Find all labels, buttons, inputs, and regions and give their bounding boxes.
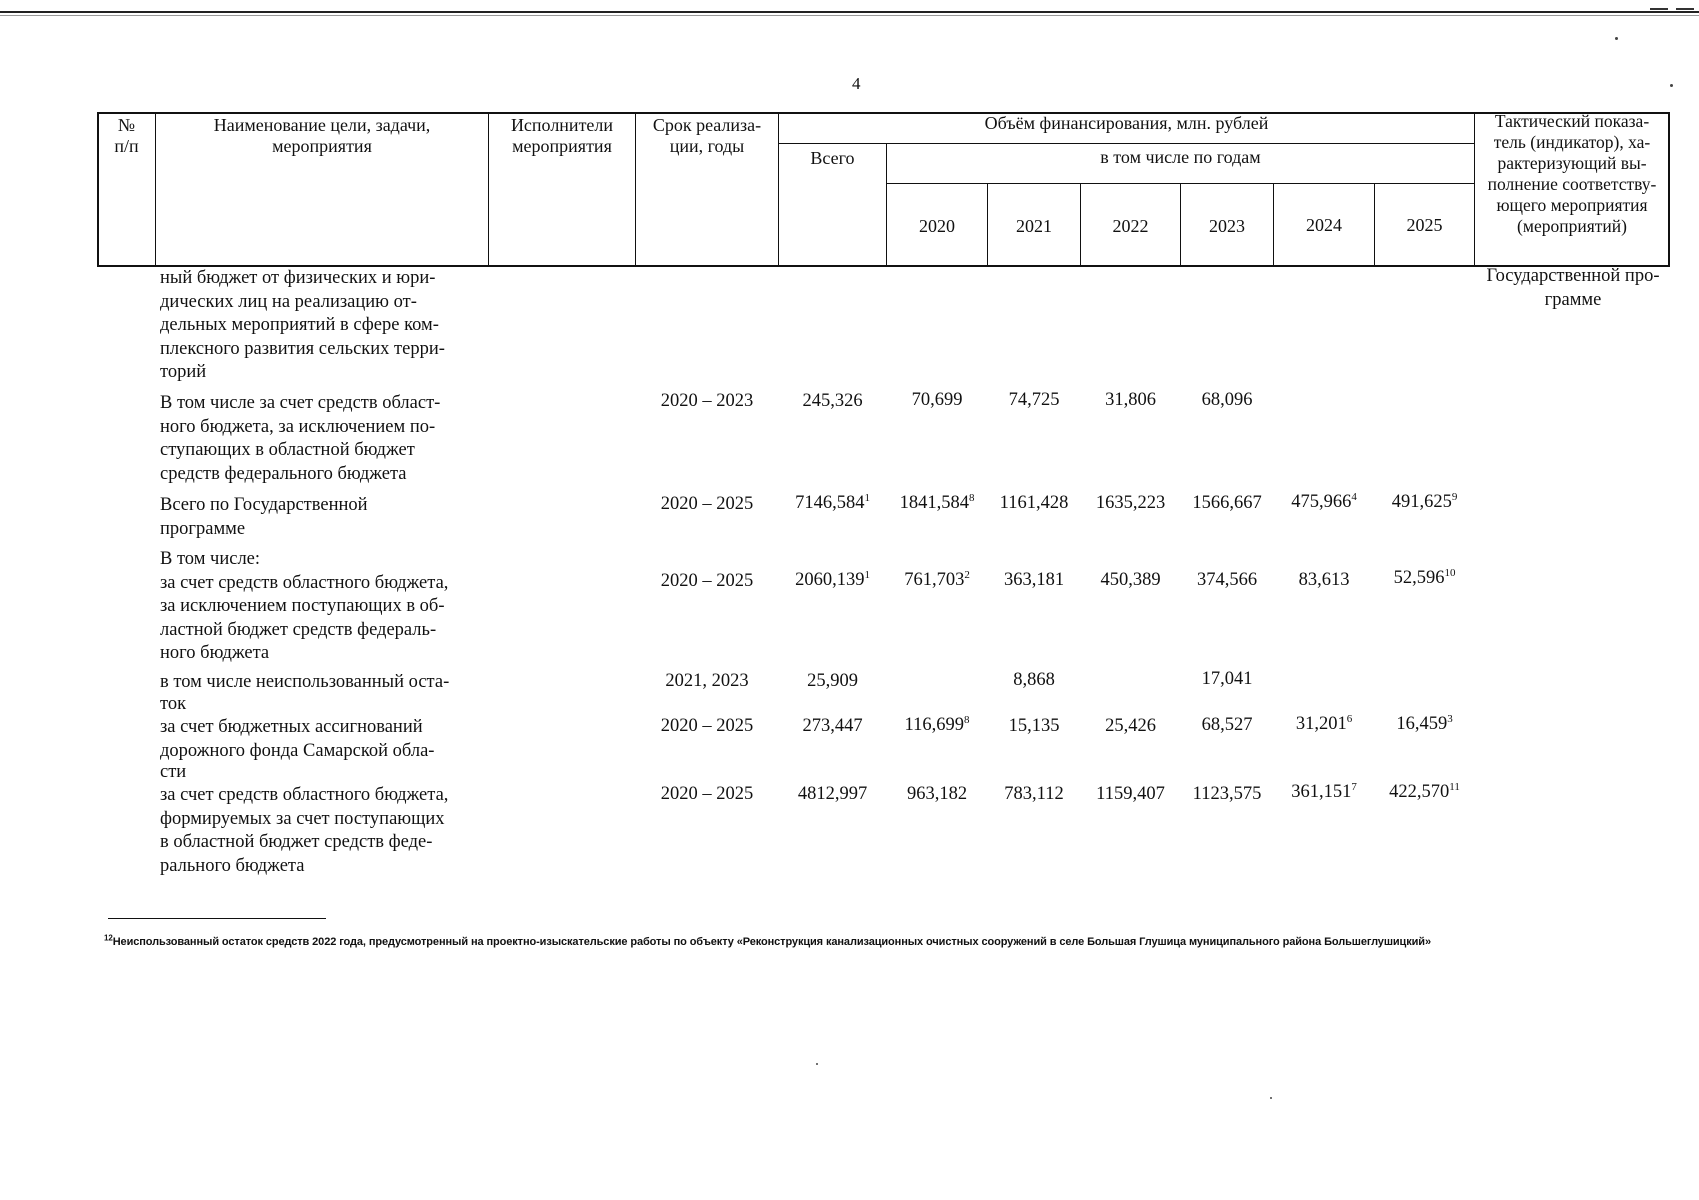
footnote (104, 933, 1431, 948)
row-value-2025: 16,459$^3$ (1396, 712, 1453, 734)
header-col-executors: Исполнители мероприятия (510, 115, 614, 156)
scan-speck (1615, 37, 1618, 40)
header-col-indicator: Тактический показа- тель (индикатор), ха- рактеризующий вы- полнение соответству- ющего мероприятия (мероприятий) (1487, 111, 1657, 236)
row-description: за счет бюджетных ассигнований дорожного фонда Самарской обла- сти (160, 717, 435, 782)
row-value-2022: 31,806 (1105, 390, 1156, 410)
row-value-2021: 8,868 (1013, 670, 1055, 690)
row-value-2025: 52,596$^{10}$ (1393, 566, 1456, 588)
row-value-2021: 783,112 (1004, 784, 1064, 804)
header-year-2021: 2021 (1016, 216, 1052, 236)
row-value-2021: 1161,428 (999, 493, 1069, 513)
row-value-2024: 361,151$^7$ (1291, 780, 1357, 802)
header-col-term: Срок реализа- ции, годы (652, 115, 762, 156)
row-total: 25,909 (807, 671, 858, 691)
row-term: 2020 – 2025 (660, 571, 754, 591)
row-description: В том числе: за счет средств областного бюджета, за исключением поступающих в об- ластной бюджет средств федераль- ного бюджета (160, 549, 449, 663)
scan-speck (1270, 1097, 1272, 1099)
row-value-2025: 491,625$^9$ (1391, 490, 1458, 512)
row-term: 2020 – 2025 (660, 716, 754, 736)
scan-border-shadow (0, 15, 1699, 16)
row-value-2021: 74,725 (1008, 390, 1060, 410)
row-description: В том числе за счет средств област- ного бюджета, за исключением по- ступающих в областной бюджет средств федерального бюджета (160, 393, 441, 484)
row-value-2022: 1159,407 (1096, 784, 1165, 804)
row-value-2022: 25,426 (1105, 716, 1156, 736)
row-value-2023: 1566,667 (1192, 493, 1262, 513)
row-total: 4812,997 (797, 784, 868, 804)
row-value-2023: 68,527 (1201, 715, 1253, 735)
row-total: 2060,139$^1$ (795, 568, 870, 590)
row-indicator: Государственной про- грамме (1486, 266, 1660, 310)
scan-dash (1650, 8, 1668, 10)
header-year-2020: 2020 (919, 216, 955, 236)
row-value-2023: 68,096 (1201, 390, 1253, 410)
header-col-by-year: в том числе по годам (1100, 147, 1261, 167)
row-term: 2020 – 2025 (660, 784, 754, 804)
footnote-mark: 12 (104, 933, 113, 943)
row-total: 7146,584$^1$ (795, 491, 870, 513)
row-value-2022: 450,389 (1100, 570, 1161, 590)
row-value-2021: 363,181 (1003, 570, 1065, 590)
header-year-2024: 2024 (1306, 215, 1342, 235)
header-col-total: Всего (810, 148, 855, 168)
row-value-2020: 70,699 (911, 390, 963, 410)
footnote-separator (108, 918, 326, 919)
row-total: 273,447 (802, 716, 863, 736)
row-description: Всего по Государственной программе (160, 495, 368, 539)
header-year-2023: 2023 (1209, 216, 1245, 236)
row-description: в том числе неиспользованный оста- ток (160, 672, 450, 714)
row-value-2024: 475,966$^4$ (1291, 490, 1357, 512)
footnote-text: Неиспользованный остаток средств 2022 года, предусмотренный на проектно-изыскательские работы по объекту «Реконструкция канализационных очистных сооружений в селе Большая Глушица муниципального района Большеглушицкий» (112, 936, 1431, 948)
page-number: 4 (852, 74, 861, 93)
row-value-2020: 116,699$^8$ (904, 713, 970, 735)
row-total: 245,326 (802, 391, 863, 411)
scan-border-top (0, 11, 1699, 13)
row-value-2024: 31,201$^6$ (1295, 712, 1353, 734)
scan-dash (1676, 8, 1694, 10)
row-value-2021: 15,135 (1008, 716, 1060, 736)
row-value-2025: 422,570$^{11}$ (1389, 780, 1460, 802)
row-term: 2020 – 2023 (660, 391, 754, 411)
scan-speck (816, 1063, 818, 1065)
row-value-2024: 83,613 (1298, 570, 1350, 590)
header-col-name: Наименование цели, задачи, мероприятия (213, 115, 431, 156)
header-col-number: № п/п (114, 115, 139, 156)
header-year-2025: 2025 (1406, 215, 1443, 235)
row-value-2020: 963,182 (906, 784, 968, 804)
row-term: 2020 – 2025 (660, 494, 754, 514)
header-divider (778, 113, 779, 266)
row-description: за счет средств областного бюджета, формируемых за счет поступающих в областной бюджет средств феде- рального бюджета (160, 785, 449, 876)
row-description: ный бюджет от физических и юри- дических лиц на реализацию от- дельных мероприятий в сфере ком- плексного развития сельских терри- торий (160, 268, 445, 382)
row-value-2023: 1123,575 (1192, 784, 1262, 804)
row-value-2022: 1635,223 (1095, 493, 1166, 513)
row-term: 2021, 2023 (665, 671, 749, 691)
row-value-2020: 761,703$^2$ (904, 568, 970, 590)
scan-speck (1670, 84, 1673, 87)
header-col-funding: Объём финансирования, млн. рублей (984, 113, 1269, 133)
header-divider (778, 143, 1474, 144)
row-value-2020: 1841,584$^8$ (899, 491, 975, 513)
row-value-2023: 374,566 (1196, 570, 1258, 590)
header-year-2022: 2022 (1112, 216, 1149, 236)
row-value-2023: 17,041 (1201, 669, 1253, 689)
